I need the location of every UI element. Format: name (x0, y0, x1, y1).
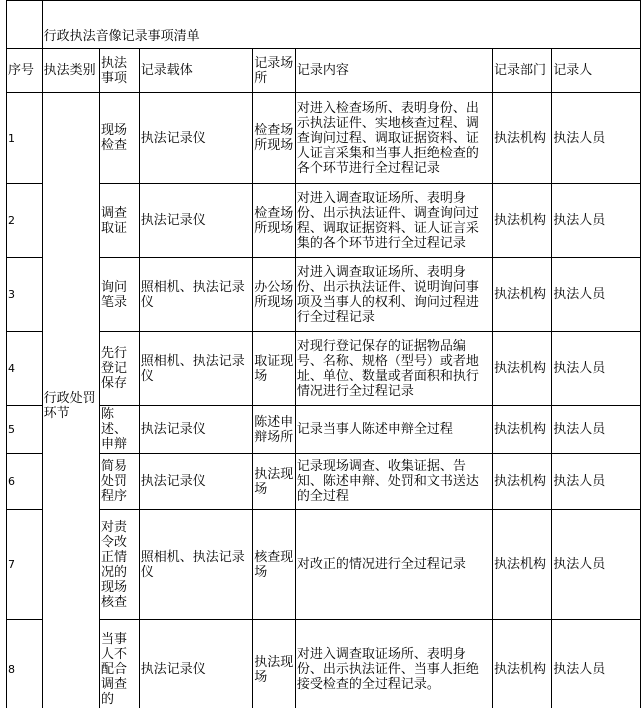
row-seq: 4 (7, 332, 43, 406)
row-dept: 执法机构 (492, 93, 551, 184)
row-item: 陈述、申辩 (99, 406, 139, 454)
row-dept: 执法机构 (492, 620, 551, 708)
row-recorder: 执法人员 (552, 332, 641, 406)
row-place: 检查场所现场 (253, 93, 296, 184)
row-place: 检查场所现场 (253, 184, 296, 258)
row-seq: 3 (7, 258, 43, 332)
table-row (7, 332, 641, 406)
row-dept: 执法机构 (492, 184, 551, 258)
category-cell: 行政处罚环节 (42, 93, 99, 708)
row-recorder: 执法人员 (552, 93, 641, 184)
table-row (7, 620, 641, 708)
row-content: 对进入检查场所、表明身份、出示执法证件、实地核查过程、调查询问过程、调取证据资料、证人证言采集和当事人拒绝检查的各个环节进行全过程记录 (295, 93, 492, 184)
row-recorder: 执法人员 (552, 510, 641, 620)
row-seq: 6 (7, 454, 43, 510)
row-item: 当事人不配合调查的 (99, 620, 139, 708)
row-carrier: 照相机、执法记录仪 (139, 332, 253, 406)
header-item: 执法事项 (99, 49, 139, 93)
table-row (7, 184, 641, 258)
row-place: 执法现场 (253, 454, 296, 510)
row-dept: 执法机构 (492, 258, 551, 332)
row-seq: 8 (7, 620, 43, 708)
header-seq: 序号 (7, 49, 43, 93)
row-place: 取证现场 (253, 332, 296, 406)
header-place: 记录场所 (253, 49, 296, 93)
table-title: 行政执法音像记录事项清单 (42, 1, 640, 49)
row-item: 调查取证 (99, 184, 139, 258)
row-content: 记录当事人陈述申辩全过程 (295, 406, 492, 454)
row-item: 简易处罚程序 (99, 454, 139, 510)
row-item: 对责令改正情况的现场核查 (99, 510, 139, 620)
table-row (7, 258, 641, 332)
row-carrier: 执法记录仪 (139, 406, 253, 454)
row-carrier: 执法记录仪 (139, 93, 253, 184)
title-spacer-cell (7, 1, 43, 49)
row-carrier: 执法记录仪 (139, 184, 253, 258)
row-seq: 5 (7, 406, 43, 454)
row-dept: 执法机构 (492, 406, 551, 454)
row-recorder: 执法人员 (552, 406, 641, 454)
row-seq: 7 (7, 510, 43, 620)
row-dept: 执法机构 (492, 454, 551, 510)
title-row (7, 1, 641, 49)
header-recorder: 记录人 (552, 49, 641, 93)
row-item: 现场检查 (99, 93, 139, 184)
row-recorder: 执法人员 (552, 258, 641, 332)
row-item: 先行登记保存 (99, 332, 139, 406)
table-row (7, 406, 641, 454)
header-dept: 记录部门 (492, 49, 551, 93)
row-carrier: 照相机、执法记录仪 (139, 258, 253, 332)
row-recorder: 执法人员 (552, 620, 641, 708)
header-carrier: 记录载体 (139, 49, 253, 93)
row-place: 办公场所现场 (253, 258, 296, 332)
header-row (7, 49, 641, 93)
row-carrier: 照相机、执法记录仪 (139, 510, 253, 620)
row-content: 对进入调查取证场所、表明身份、出示执法证件、调查询问过程、调取证据资料、证人证言采集的各个环节进行全过程记录 (295, 184, 492, 258)
row-seq: 2 (7, 184, 43, 258)
row-dept: 执法机构 (492, 332, 551, 406)
row-dept: 执法机构 (492, 510, 551, 620)
row-recorder: 执法人员 (552, 184, 641, 258)
row-item: 询问笔录 (99, 258, 139, 332)
row-content: 对改正的情况进行全过程记录 (295, 510, 492, 620)
table-row (7, 93, 641, 184)
header-content: 记录内容 (295, 49, 492, 93)
record-list-table (6, 0, 641, 708)
row-place: 陈述申辩场所 (253, 406, 296, 454)
table-row (7, 454, 641, 510)
row-seq: 1 (7, 93, 43, 184)
row-content: 对进入调查取证场所、表明身份、出示执法证件、说明询问事项及当事人的权利、询问过程进行全过程记录 (295, 258, 492, 332)
row-recorder: 执法人员 (552, 454, 641, 510)
row-content: 记录现场调查、收集证据、告知、陈述申辩、处罚和文书送达的全过程 (295, 454, 492, 510)
row-place: 执法现场 (253, 620, 296, 708)
table-row (7, 510, 641, 620)
header-category: 执法类别 (42, 49, 99, 93)
row-content: 对进入调查取证场所、表明身份、出示执法证件、当事人拒绝接受检查的全过程记录。 (295, 620, 492, 708)
row-carrier: 执法记录仪 (139, 454, 253, 510)
row-content: 对现行登记保存的证据物品编号、名称、规格（型号）或者地址、单位、数量或者面积和执行情况进行全过程记录 (295, 332, 492, 406)
row-place: 核查现场 (253, 510, 296, 620)
row-carrier: 执法记录仪 (139, 620, 253, 708)
